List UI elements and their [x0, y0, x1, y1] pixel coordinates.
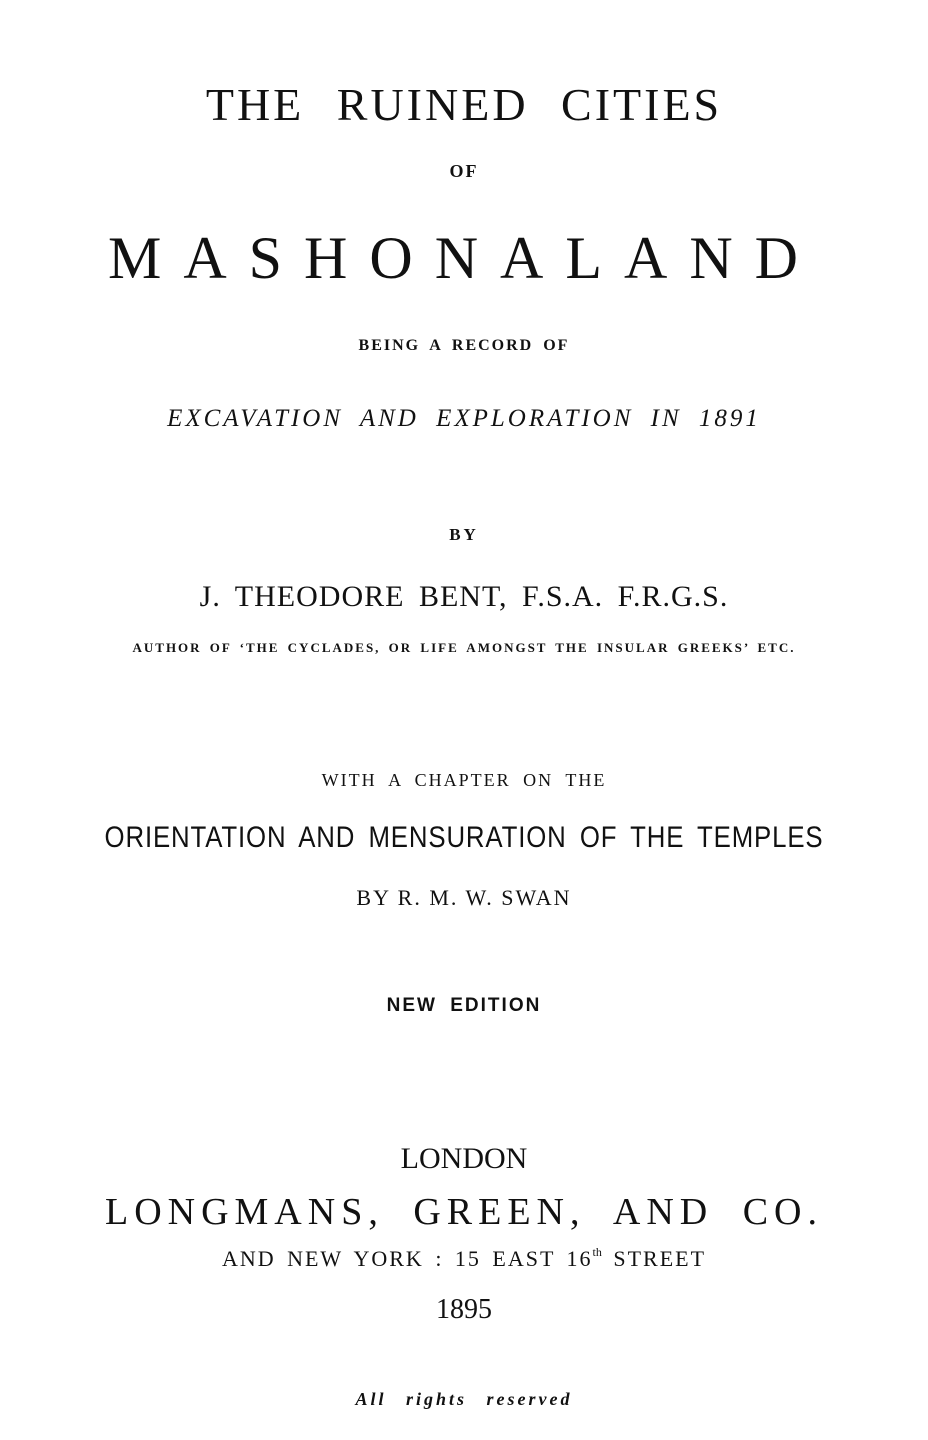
subtitle: EXCAVATION AND EXPLORATION IN 1891: [167, 405, 761, 432]
address-prefix: AND NEW YORK : 15 EAST 16: [221, 1246, 593, 1271]
publication-year: 1895: [436, 1294, 492, 1325]
publisher-name: LONGMANS, GREEN, AND CO.: [104, 1191, 824, 1233]
chapter-author: BY R. M. W. SWAN: [356, 885, 572, 910]
author-name: J. THEODORE BENT, F.S.A. F.R.G.S.: [199, 580, 729, 613]
address-ordinal: th: [592, 1245, 602, 1259]
chapter-intro: WITH A CHAPTER ON THE: [321, 770, 607, 790]
author-credit: AUTHOR OF ‘THE CYCLADES, OR LIFE AMONGST THE INSULAR GREEKS’ ETC.: [132, 640, 796, 655]
title-line-2: MASHONALAND: [107, 225, 820, 291]
chapter-title: ORIENTATION AND MENSURATION OF THE TEMPLES: [104, 821, 824, 854]
rights-notice: All rights reserved: [355, 1389, 573, 1409]
address-suffix: STREET: [613, 1246, 707, 1271]
subtitle-intro: BEING A RECORD OF: [358, 337, 570, 354]
edition-label: NEW EDITION: [386, 995, 542, 1016]
title-line-1: THE RUINED CITIES: [205, 79, 723, 130]
title-connector-of: OF: [449, 161, 479, 181]
by-label: BY: [449, 525, 479, 544]
publisher-address: [0, 1245, 928, 1271]
publication-place: LONDON: [400, 1142, 528, 1175]
